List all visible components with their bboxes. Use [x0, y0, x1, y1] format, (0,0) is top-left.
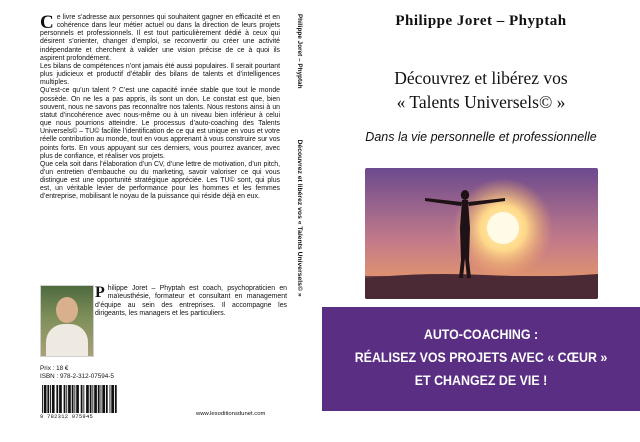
front-title-line1: Découvrez et libérez vos [394, 68, 568, 88]
publisher-website: www.lesoditionsdunet.com [196, 411, 266, 417]
banner-text [335, 323, 628, 392]
blurb-paragraph: Qu’est-ce qu’un talent ? C’est une capacité innée stable que tout le monde possède. On ne les a pas appris, ils sont un don. Le constat est que, bien souvent, nous ne savons pas reconnaître nos talents. Nous restons ainsi à un statut d’incohérence avec nous-même ou à un niveau bien inférieur à celui que nous pourrions atteindre. Le processus d’auto-coaching des Talents Universels© – TU© facilite l’identification de ce qui est unique en vous et votre réelle contribution au monde, tout en vous apprenant à vous construire sur vos points forts. En vous appuyant sur ces derniers, vous pourrez avancer, avec plus de confiance, et réaliser vos projets. [40, 87, 280, 160]
banner-line2: RÉALISEZ VOS PROJETS AVEC « CŒUR » [354, 350, 608, 365]
barcode-bar [42, 385, 43, 413]
author-shirt [46, 324, 88, 357]
barcode-bar [94, 385, 97, 413]
spine [296, 0, 322, 442]
barcode-bar [110, 385, 111, 413]
banner-line3: ET CHANGEZ DE VIE ! [414, 373, 548, 388]
front-title-line2: « Talents Universels© » [396, 92, 566, 112]
barcode-bar [76, 385, 79, 413]
author-bio [95, 285, 287, 318]
barcode-bar [92, 385, 93, 413]
banner-line1: AUTO-COACHING : [423, 327, 539, 342]
bio-text: hilippe Joret – Phyptah est coach, psychopraticien en maïeusthésie, formateur et consultant en management d’équipe au sein des entreprises. Il accompagne les dirigeants, les managers et les particuliers. [95, 285, 287, 317]
spine-author: Philippe Joret – Phyptah [296, 14, 303, 89]
author-head [56, 297, 78, 323]
barcode-bar [56, 385, 58, 413]
blurb-paragraph [40, 14, 280, 63]
barcode-bar [106, 385, 108, 413]
barcode-bar [50, 385, 51, 413]
barcode-bars [40, 385, 122, 413]
barcode [40, 385, 122, 421]
blurb-text: e livre s’adresse aux personnes qui souhaitent gagner en efficacité et en cohérence dans leur métier actuel ou dans la direction de leurs projets personnels et professionnels. Il est tout particulièrement dédié à ceux qui désirent s’orienter, changer d’emploi, se reconvertir ou créer une activité indépendante et cherchent à valider une vision précise de ce à quoi ils aspirent profondément. [40, 14, 280, 62]
bio-drop-cap: P [95, 284, 105, 301]
barcode-bar [102, 385, 105, 413]
barcode-bar [52, 385, 55, 413]
spine-text [293, 14, 311, 297]
barcode-bar [47, 385, 49, 413]
barcode-bar [101, 385, 102, 413]
front-cover [322, 0, 640, 442]
barcode-bar [83, 385, 84, 413]
barcode-bar [98, 385, 100, 413]
blurb-paragraph: Les bilans de compétences n’ont jamais été aussi populaires. Il serait pourtant plus judicieux et productif d’établir des bilans de talents et d’intelligences multiples. [40, 62, 280, 87]
barcode-bar [86, 385, 89, 413]
price-block [40, 365, 114, 381]
barcode-bar [59, 385, 62, 413]
front-banner [322, 307, 640, 411]
barcode-bar [64, 385, 66, 413]
price: Prix : 18 € [40, 365, 69, 372]
back-cover [0, 0, 300, 442]
front-title [322, 66, 640, 114]
barcode-bar [68, 385, 71, 413]
front-subtitle: Dans la vie personnelle et professionnelle [365, 130, 597, 144]
barcode-bar [115, 385, 117, 413]
barcode-bar [111, 385, 114, 413]
barcode-bar [72, 385, 74, 413]
author-photo [40, 285, 94, 357]
drop-cap: C [40, 12, 54, 33]
barcode-bar [44, 385, 47, 413]
blurb-paragraph: Que cela soit dans l’élaboration d’un CV, d’une lettre de motivation, d’un pitch, d’un entretien d’embauche ou du marketing, savoir valoriser ce qui vous distingue est une opportunité stratégique appréciée. Les TU© sont, qui plus est, un véritable levier de performance pour les hommes et les femmes d’entreprise, mobilisant le noyau de la puissance qui réside déjà en eux. [40, 160, 280, 201]
cover-photo [365, 168, 598, 299]
back-blurb [40, 14, 280, 202]
barcode-bar [66, 385, 67, 413]
barcode-bar [90, 385, 92, 413]
front-author: Philippe Joret – Phyptah [395, 13, 567, 29]
sunset-silhouette-image [365, 168, 598, 299]
barcode-bar [74, 385, 75, 413]
barcode-number: 9 782312 075945 [40, 414, 94, 420]
isbn: ISBN : 978-2-312-07594-5 [40, 373, 114, 381]
barcode-bar [81, 385, 83, 413]
spine-title: Découvrez et libérez vos « Talents Universels© » [296, 139, 303, 297]
